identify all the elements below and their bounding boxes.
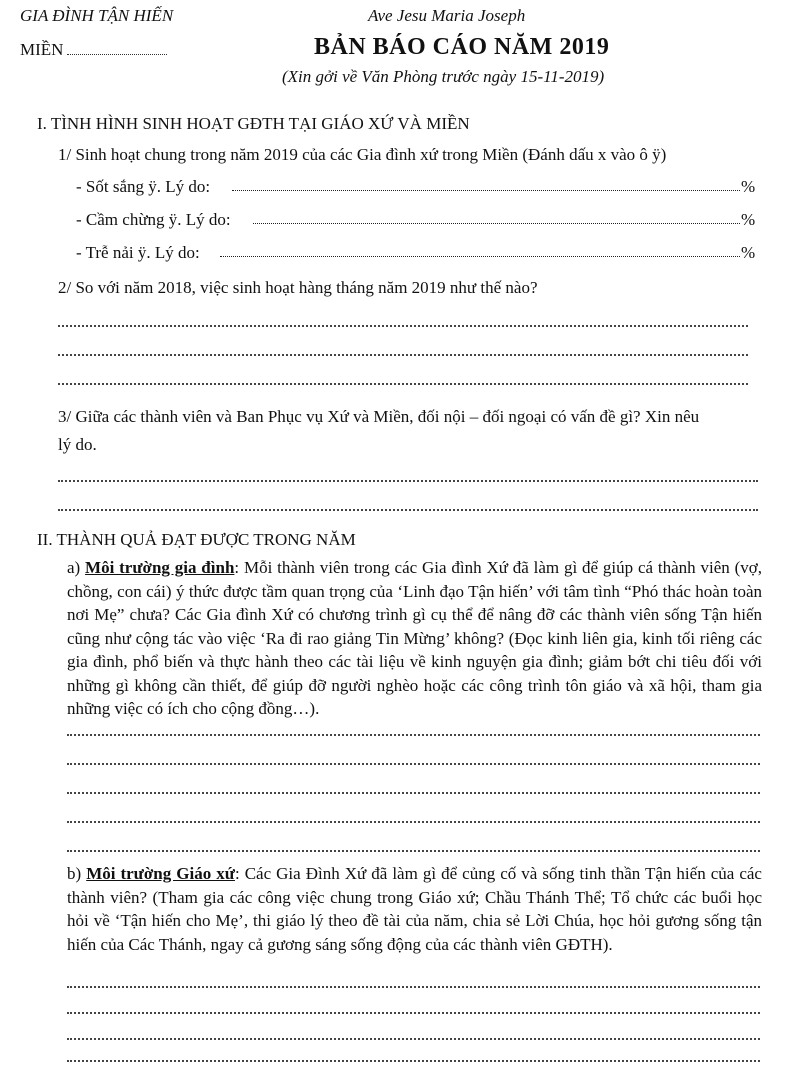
question-3: 3/ Giữa các thành viên và Ban Phục vụ Xứ và Miền, đối nội – đối ngoại có vấn đề gì? Xin nêu <box>58 407 700 426</box>
answer-line[interactable] <box>67 1060 760 1062</box>
region-input-line[interactable] <box>67 44 167 55</box>
section-2-heading: II. THÀNH QUẢ ĐẠT ĐƯỢC TRONG NĂM <box>37 530 356 549</box>
section-1-heading: I. TÌNH HÌNH SINH HOẠT GĐTH TẠI GIÁO XỨ VÀ MIỀN <box>37 114 470 133</box>
percent-sign: % <box>741 177 756 196</box>
item-a-paragraph <box>67 556 762 721</box>
question-1: 1/ Sinh hoạt chung trong năm 2019 của các Gia đình xứ trong Miền (Đánh dấu x vào ô ÿ) <box>58 145 667 164</box>
report-subtitle: (Xin gởi về Văn Phòng trước ngày 15-11-2019) <box>282 67 605 86</box>
answer-line[interactable] <box>67 792 760 794</box>
item-b-title: Môi trường Giáo xứ <box>86 864 235 883</box>
answer-line[interactable] <box>67 986 760 988</box>
item-a-prefix: a) <box>67 558 86 577</box>
answer-line[interactable] <box>58 383 748 385</box>
item-b-prefix: b) <box>67 864 87 883</box>
answer-line[interactable] <box>58 480 758 482</box>
answer-line[interactable] <box>58 325 748 327</box>
answer-line[interactable] <box>58 354 748 356</box>
option-sot-sang-label: - Sốt sắng ÿ. Lý do: <box>76 177 211 196</box>
question-3-continued: lý do. <box>58 435 97 454</box>
percent-sign: % <box>741 243 756 262</box>
answer-line[interactable] <box>67 1038 760 1040</box>
motto: Ave Jesu Maria Joseph <box>368 6 526 25</box>
organization-name: GIA ĐÌNH TẬN HIẾN <box>20 6 174 25</box>
item-b-paragraph <box>67 862 762 956</box>
item-a-text: : Mỗi thành viên trong các Gia đình Xứ đã làm gì để giúp cá thành viên (vợ, chồng, con cái) ý thức được tầm quan trọng của ‘Linh đạo Tận hiến’ với tâm tình “Phó thác hoàn toàn nơi Mẹ” chưa? Các Gia đình Xứ có chương trình gì cụ thể để nâng đỡ các thành viên sống Tận hiến cũng như cộng tác vào việc ‘Ra đi rao giảng Tin Mừng’ không? (Đọc kinh liên gia, kinh tối riêng các gia đình, phổ biến và thực hành theo các tài liệu về kinh nguyện gia đình; giảm bớt chi tiêu đối với những gì không cần thiết, để giúp đỡ người nghèo hoặc các công trình tôn giáo và xã hội, tham gia những việc có ích cho cộng đồng…). <box>67 558 762 718</box>
answer-line[interactable] <box>67 734 760 736</box>
option-tre-nai-label: - Trễ nải ÿ. Lý do: <box>76 243 200 262</box>
region-label: MIỀN <box>20 40 64 59</box>
option-cam-chung-reason-line[interactable] <box>253 223 740 224</box>
answer-line[interactable] <box>67 850 760 852</box>
item-b-text: : Các Gia Đình Xứ đã làm gì để củng cố và sống tinh thần Tận hiến của các thành viên? (Tham gia các công việc chung trong Giáo xứ; Chầu Thánh Thể; Tổ chức các buổi học hỏi về ‘Tận hiến cho Mẹ’, thi giáo lý theo đề tài của năm, chia sẻ Lời Chúa, học hỏi gương sống tận hiến của Các Thánh, ngay cả gương sáng sống động của các thành viên GĐTH). <box>67 864 762 954</box>
answer-line[interactable] <box>67 1012 760 1014</box>
region-field[interactable] <box>20 40 167 60</box>
percent-sign: % <box>741 210 756 229</box>
answer-line[interactable] <box>58 509 758 511</box>
answer-line[interactable] <box>67 821 760 823</box>
option-cam-chung-label: - Cầm chừng ÿ. Lý do: <box>76 210 231 229</box>
option-sot-sang-reason-line[interactable] <box>232 190 740 191</box>
question-2: 2/ So với năm 2018, việc sinh hoạt hàng tháng năm 2019 như thế nào? <box>58 278 538 297</box>
item-a-title: Môi trường gia đình <box>85 558 235 577</box>
option-tre-nai-reason-line[interactable] <box>220 256 740 257</box>
report-title: BẢN BÁO CÁO NĂM 2019 <box>314 34 610 60</box>
answer-line[interactable] <box>67 763 760 765</box>
